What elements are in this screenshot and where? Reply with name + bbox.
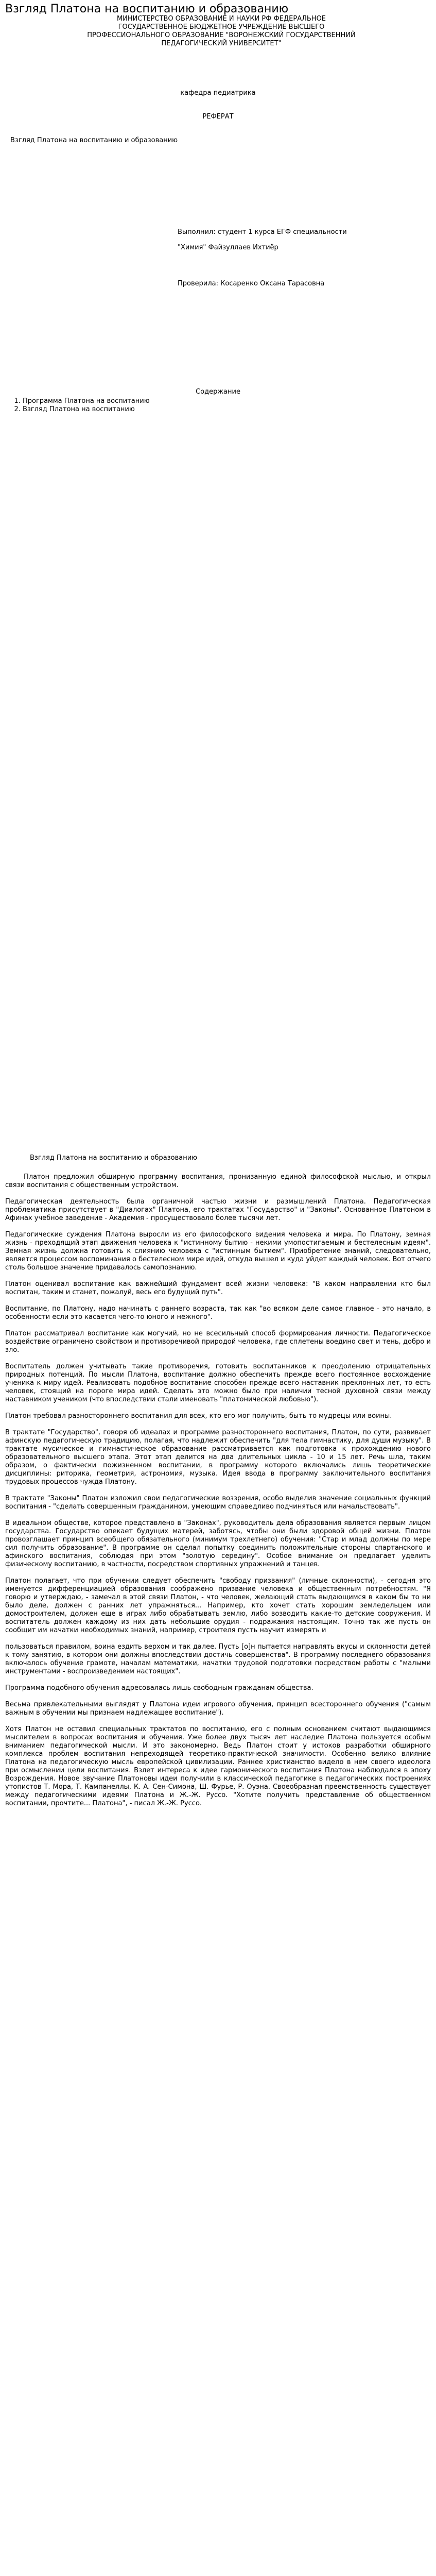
ministry-header-line-2: ГОСУДАРСТВЕННОЕ БЮДЖЕТНОЕ УЧРЕЖДЕНИЕ ВЫСШЕГО — [118, 23, 325, 31]
performer-line-1: Выполнил: студент 1 курса ЕГФ специальности — [178, 228, 347, 236]
toc-item: 2. Взгляд Платона на воспитанию — [23, 405, 150, 414]
paragraph: пользоваться правилом, воина ездить верхом и так далее. Пусть [о]н пытается направлять вкусы и склонности детей к тому занятию, в котором они должны впоследствии достичь совершенства". В программу последнего образования включалось обучение грамоте, началам математики, начатки трудовой подготовки посредством работы с "малыми инструментами - воспроизведением настоящих". — [5, 1643, 431, 1675]
performer-line-2: "Химия" Файзуллаев Ихтиёр — [178, 244, 278, 251]
main-text — [5, 1173, 431, 1816]
paragraph: Платон полагает, что при обучении следует обеспечить "свободу призвания" (личные склонности), - сегодня это именуется дифференциацией образования соображено призвание человека и общественным потребностям. "Я говорю и утверждаю, - замечал в этой связи Платон, - что человек, желающий стать выдающимся в каком бы то ни было деле, должен с ранних лет упражняться... Например, кто хочет стать хорошим земледельцем или домостроителем, должен еще в играх либо обрабатывать землю, либо возводить какие-то детские сооружения. И воспитатель должен каждому из них дать небольшие орудия - подражания настоящим. Точно так же пусть он сообщит им начатки необходимых знаний, например, строителя пусть научит измерять и — [5, 1577, 431, 1634]
paragraph: Хотя Платон не оставил специальных трактатов по воспитанию, его с полным основанием считают выдающимся мыслителем в вопросах воспитания и обучения. Уже более двух тысяч лет наследие Платона пользуется особым вниманием педагогической мысли. И это закономерно. Ведь Платон стоит у истоков разработки обширного комплекса проблем воспитания непреходящей теоретико-практической значимости. Особенно велико влияние Платона на педагогическую мысль европейской цивилизации. Раннее христианство видело в нем своего идеолога при осмыслении цели воспитания. Взлет интереса к идее гармонического воспитания Платона наблюдался в эпоху Возрождения. Новое звучание Платоновы идеи получили в классической педагогике в педагогических построениях утопистов Т. Мора, Т. Кампанеллы, К. А. Сен-Симона, Ш. Фурье, Р. Оуэна. Своеобразная преемственность существует между педагогическими идеями Платона и Ж.-Ж. Руссо. "Хотите получить представление об общественном воспитании, прочтите... Платона", - писал Ж.-Ж. Руссо. — [5, 1725, 431, 1807]
report-topic: Взгляд Платона на воспитанию и образованию — [10, 137, 178, 144]
paragraph: В трактате "Государство", говоря об идеалах и программе разностороннего воспитания, Платон, по сути, развивает афинскую педагогическую традицию, полагая, что надлежит обеспечить "для тела гимнастику, для души музыку". В трактате мусическое и гимнастическое образование рассматривается как подготовка к прохождению нового образовательного высшего этапа. Этот этап делится на два длительных цикла - 10 и 15 лет. Речь шла, таким образом, о фактически пожизненном воспитании, в программу которого включались лишь теоретические дисциплины: риторика, геометрия, астрономия, музыка. Идея ввода в программу заключительного воспитания трудовых процессов чужда Платону. — [5, 1429, 431, 1486]
table-of-contents — [11, 397, 150, 414]
document-title: Взгляд Платона на воспитанию и образованию — [5, 3, 289, 15]
toc-heading: Содержание — [196, 388, 240, 396]
paragraph: Воспитание, по Платону, надо начинать с раннего возраста, так как "во всяком деле самое главное - это начало, в особенности если это касается чего-то юного и нежного". — [5, 1305, 431, 1321]
department-name: кафедра педиатрика — [180, 89, 256, 97]
paragraph: В идеальном обществе, которое представлено в "Законах", руководитель дела образования является первым лицом государства. Государство опекает будущих матерей, заботясь, чтобы они были здоровой общей жизни. Платон провозглашает принцип всеобщего обязательного (минимум трехлетнего) обучения: "Стар и млад должны по мере сил получить образование". В программе он сделал попытку соединить положительные стороны спартанского и афинского воспитания, соблюдая при этом "золотую середину". Особое внимание он предлагает уделить физическому воспитанию, в частности, посредством спортивных упражнений и танцев. — [5, 1519, 431, 1568]
toc-item: 1. Программа Платона на воспитанию — [23, 397, 150, 405]
paragraph: Воспитатель должен учитывать такие противоречия, готовить воспитанников к преодолению отрицательных природных потенций. По мысли Платона, воспитание должно обеспечить прежде всего постоянное восхождение ученика к миру идей. Реализовать подобное воспитание способен прежде всего наставник преклонных лет, то есть человек, стоящий на пороге мира идей. Сделать это можно было при наличии тесной духовной связи между наставником учеником (что впоследствии стали именовать "платонической любовью"). — [5, 1363, 431, 1403]
paragraph: Платон предложил обширную программу воспитания, пронизанную единой философской мыслью, и открыл связи воспитания с общественным устройством. — [5, 1173, 431, 1189]
report-label: РЕФЕРАТ — [202, 113, 234, 121]
paragraph: Платон рассматривал воспитание как могучий, но не всесильный способ формирования личности. Педагогическое воздействие ограничено свойством и противоречивой природой человека, где сплетены воедино свет и тень, добро и зло. — [5, 1330, 431, 1354]
paragraph: Платон оценивал воспитание как важнейший фундамент всей жизни человека: "В каком направлении кто был воспитан, таким и станет, пожалуй, весь его будущий путь". — [5, 1280, 431, 1296]
paragraph: Платон требовал разностороннего воспитания для всех, кто его мог получить, быть то мудрецы или воины. — [5, 1412, 392, 1420]
ministry-header-line-1: МИНИСТЕРСТВО ОБРАЗОВАНИЕ И НАУКИ РФ ФЕДЕРАЛЬНОЕ — [116, 15, 326, 23]
paragraph: Программа подобного обучения адресовалась лишь свободным гражданам общества. — [5, 1684, 313, 1692]
ministry-header-line-3: ПРОФЕССИОНАЛЬНОГО ОБРАЗОВАНИЕ "ВОРОНЕЖСКИЙ ГОСУДАРСТВЕННИЙ — [87, 31, 356, 39]
paragraph: Педагогические суждения Платона выросли из его философского видения человека и мира. По Платону, земная жизнь - преходящий этап движения человека к "истинному бытию - некими умопостигаемым и бестелесным идеям". Земная жизнь должна готовить к слиянию человека с "истинным бытием". Приобретение знаний, следовательно, является процессом воспоминания о бестелесном мире идей, откуда вышел и куда уйдет каждый человек. Вот отчего столь большое значение придавалось самопознанию. — [5, 1231, 431, 1272]
paragraph: Весьма привлекательными выглядят у Платона идеи игрового обучения, принцип всестороннего обучения ("самым важным в обучении мы признаем надлежащее воспитание"). — [5, 1701, 431, 1717]
section-heading: Взгляд Платона на воспитанию и образованию — [30, 1154, 198, 1162]
paragraph: Педагогическая деятельность была органичной частью жизни и размышлений Платона. Педагогическая проблематика присутствует в "Диалогах" Платона, его трактатах "Государство" и "Законы". Основанное Платоном в Афинах учебное заведение - Академия - просуществовало более тысячи лет. — [5, 1198, 431, 1222]
paragraph: В трактате "Законы" Платон изложил свои педагогические воззрения, особо выделив значение социальных функций воспитания - "сделать совершенным гражданином, умеющим справедливо подчиняться или начальствовать". — [5, 1495, 431, 1511]
ministry-header-line-4: ПЕДАГОГИЧЕСКИЙ УНИВЕРСИТЕТ" — [161, 40, 282, 47]
checker-line: Проверила: Косаренко Оксана Тарасовна — [178, 280, 325, 287]
